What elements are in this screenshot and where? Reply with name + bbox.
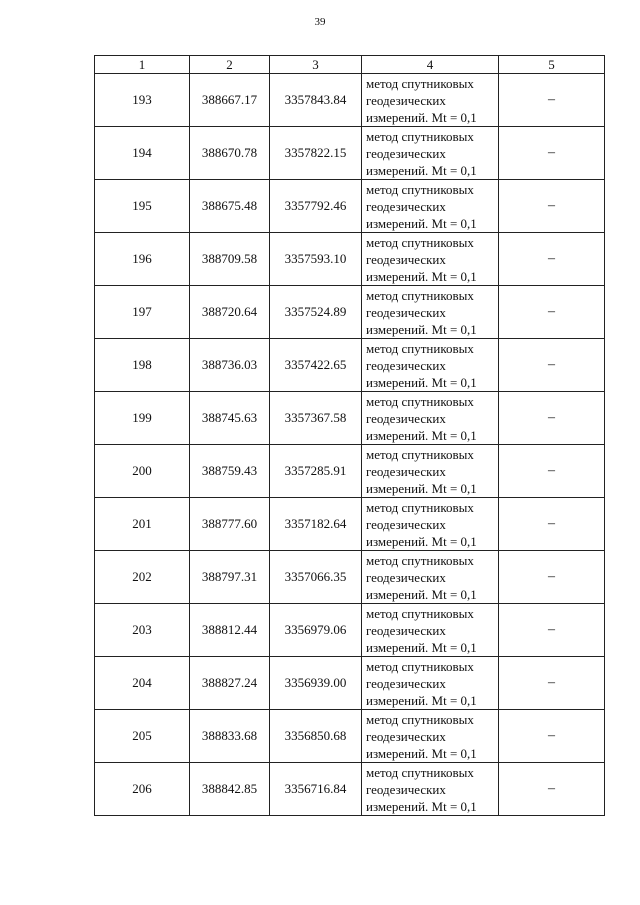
method-line: метод спутниковых <box>366 393 474 409</box>
table-row <box>95 710 605 763</box>
y-coordinate-cell: 3357367.58 <box>270 392 362 445</box>
y-coordinate-cell: 3356716.84 <box>270 763 362 816</box>
method-line: геодезических <box>366 357 446 373</box>
method-cell <box>362 180 499 233</box>
note-cell: – <box>499 445 605 498</box>
y-coordinate-cell: 3357843.84 <box>270 74 362 127</box>
method-line: метод спутниковых <box>366 499 474 515</box>
y-coordinate-cell: 3357792.46 <box>270 180 362 233</box>
x-coordinate-cell: 388797.31 <box>190 551 270 604</box>
note-cell: – <box>499 498 605 551</box>
point-number-cell: 204 <box>95 657 190 710</box>
y-coordinate-cell: 3357422.65 <box>270 339 362 392</box>
y-coordinate-cell: 3357182.64 <box>270 498 362 551</box>
method-cell <box>362 710 499 763</box>
table-row <box>95 286 605 339</box>
table-row <box>95 180 605 233</box>
point-number-cell: 206 <box>95 763 190 816</box>
method-line: метод спутниковых <box>366 287 474 303</box>
table-row <box>95 339 605 392</box>
point-number-cell: 195 <box>95 180 190 233</box>
method-cell <box>362 392 499 445</box>
method-line: измерений. Mt = 0,1 <box>366 586 477 602</box>
method-line: геодезических <box>366 410 446 426</box>
header-col-5: 5 <box>499 56 605 74</box>
note-cell: – <box>499 74 605 127</box>
method-line: геодезических <box>366 675 446 691</box>
header-col-3: 3 <box>270 56 362 74</box>
point-number-cell: 202 <box>95 551 190 604</box>
method-line: метод спутниковых <box>366 711 474 727</box>
method-line: метод спутниковых <box>366 75 474 91</box>
method-line: измерений. Mt = 0,1 <box>366 692 477 708</box>
method-line: геодезических <box>366 728 446 744</box>
x-coordinate-cell: 388833.68 <box>190 710 270 763</box>
method-line: метод спутниковых <box>366 552 474 568</box>
y-coordinate-cell: 3356939.00 <box>270 657 362 710</box>
method-cell <box>362 498 499 551</box>
x-coordinate-cell: 388709.58 <box>190 233 270 286</box>
header-col-2: 2 <box>190 56 270 74</box>
point-number-cell: 196 <box>95 233 190 286</box>
method-line: геодезических <box>366 145 446 161</box>
point-number-cell: 199 <box>95 392 190 445</box>
table-row <box>95 392 605 445</box>
method-line: геодезических <box>366 198 446 214</box>
note-cell: – <box>499 180 605 233</box>
point-number-cell: 197 <box>95 286 190 339</box>
note-cell: – <box>499 286 605 339</box>
table-body <box>95 74 605 816</box>
method-line: измерений. Mt = 0,1 <box>366 745 477 761</box>
x-coordinate-cell: 388759.43 <box>190 445 270 498</box>
method-cell <box>362 551 499 604</box>
method-cell <box>362 445 499 498</box>
point-number-cell: 205 <box>95 710 190 763</box>
method-cell <box>362 233 499 286</box>
method-line: измерений. Mt = 0,1 <box>366 533 477 549</box>
method-line: метод спутниковых <box>366 340 474 356</box>
method-line: измерений. Mt = 0,1 <box>366 321 477 337</box>
method-line: метод спутниковых <box>366 658 474 674</box>
method-line: геодезических <box>366 251 446 267</box>
method-cell <box>362 604 499 657</box>
point-number-cell: 203 <box>95 604 190 657</box>
method-line: геодезических <box>366 304 446 320</box>
table-row <box>95 74 605 127</box>
table-row <box>95 233 605 286</box>
method-line: метод спутниковых <box>366 234 474 250</box>
method-line: измерений. Mt = 0,1 <box>366 374 477 390</box>
method-cell <box>362 763 499 816</box>
method-line: геодезических <box>366 463 446 479</box>
method-line: измерений. Mt = 0,1 <box>366 639 477 655</box>
y-coordinate-cell: 3357593.10 <box>270 233 362 286</box>
note-cell: – <box>499 392 605 445</box>
table-row <box>95 763 605 816</box>
point-number-cell: 194 <box>95 127 190 180</box>
method-cell <box>362 657 499 710</box>
x-coordinate-cell: 388827.24 <box>190 657 270 710</box>
x-coordinate-cell: 388777.60 <box>190 498 270 551</box>
method-line: измерений. Mt = 0,1 <box>366 109 477 125</box>
note-cell: – <box>499 339 605 392</box>
x-coordinate-cell: 388745.63 <box>190 392 270 445</box>
method-cell <box>362 286 499 339</box>
x-coordinate-cell: 388736.03 <box>190 339 270 392</box>
method-line: метод спутниковых <box>366 764 474 780</box>
table-row <box>95 551 605 604</box>
note-cell: – <box>499 710 605 763</box>
method-line: геодезических <box>366 92 446 108</box>
method-cell <box>362 127 499 180</box>
method-line: геодезических <box>366 569 446 585</box>
y-coordinate-cell: 3357285.91 <box>270 445 362 498</box>
y-coordinate-cell: 3356979.06 <box>270 604 362 657</box>
point-number-cell: 193 <box>95 74 190 127</box>
method-line: метод спутниковых <box>366 605 474 621</box>
point-number-cell: 200 <box>95 445 190 498</box>
table-row <box>95 127 605 180</box>
y-coordinate-cell: 3357066.35 <box>270 551 362 604</box>
note-cell: – <box>499 551 605 604</box>
x-coordinate-cell: 388675.48 <box>190 180 270 233</box>
note-cell: – <box>499 233 605 286</box>
page-number: 39 <box>314 16 326 28</box>
method-line: измерений. Mt = 0,1 <box>366 480 477 496</box>
note-cell: – <box>499 127 605 180</box>
y-coordinate-cell: 3356850.68 <box>270 710 362 763</box>
method-line: геодезических <box>366 781 446 797</box>
method-line: измерений. Mt = 0,1 <box>366 268 477 284</box>
table-header <box>95 56 605 74</box>
header-col-1: 1 <box>95 56 190 74</box>
method-line: измерений. Mt = 0,1 <box>366 162 477 178</box>
method-line: метод спутниковых <box>366 181 474 197</box>
x-coordinate-cell: 388670.78 <box>190 127 270 180</box>
table-row <box>95 445 605 498</box>
note-cell: – <box>499 763 605 816</box>
method-line: геодезических <box>366 622 446 638</box>
table-row <box>95 604 605 657</box>
x-coordinate-cell: 388842.85 <box>190 763 270 816</box>
method-cell <box>362 74 499 127</box>
point-number-cell: 201 <box>95 498 190 551</box>
table-row <box>95 657 605 710</box>
note-cell: – <box>499 657 605 710</box>
y-coordinate-cell: 3357822.15 <box>270 127 362 180</box>
x-coordinate-cell: 388720.64 <box>190 286 270 339</box>
point-number-cell: 198 <box>95 339 190 392</box>
header-row <box>95 56 605 74</box>
note-cell: – <box>499 604 605 657</box>
y-coordinate-cell: 3357524.89 <box>270 286 362 339</box>
method-line: метод спутниковых <box>366 128 474 144</box>
method-line: геодезических <box>366 516 446 532</box>
x-coordinate-cell: 388812.44 <box>190 604 270 657</box>
method-cell <box>362 339 499 392</box>
method-line: измерений. Mt = 0,1 <box>366 798 477 814</box>
x-coordinate-cell: 388667.17 <box>190 74 270 127</box>
coordinates-table <box>94 55 605 816</box>
method-line: измерений. Mt = 0,1 <box>366 215 477 231</box>
table-row <box>95 498 605 551</box>
header-col-4: 4 <box>362 56 499 74</box>
method-line: метод спутниковых <box>366 446 474 462</box>
method-line: измерений. Mt = 0,1 <box>366 427 477 443</box>
